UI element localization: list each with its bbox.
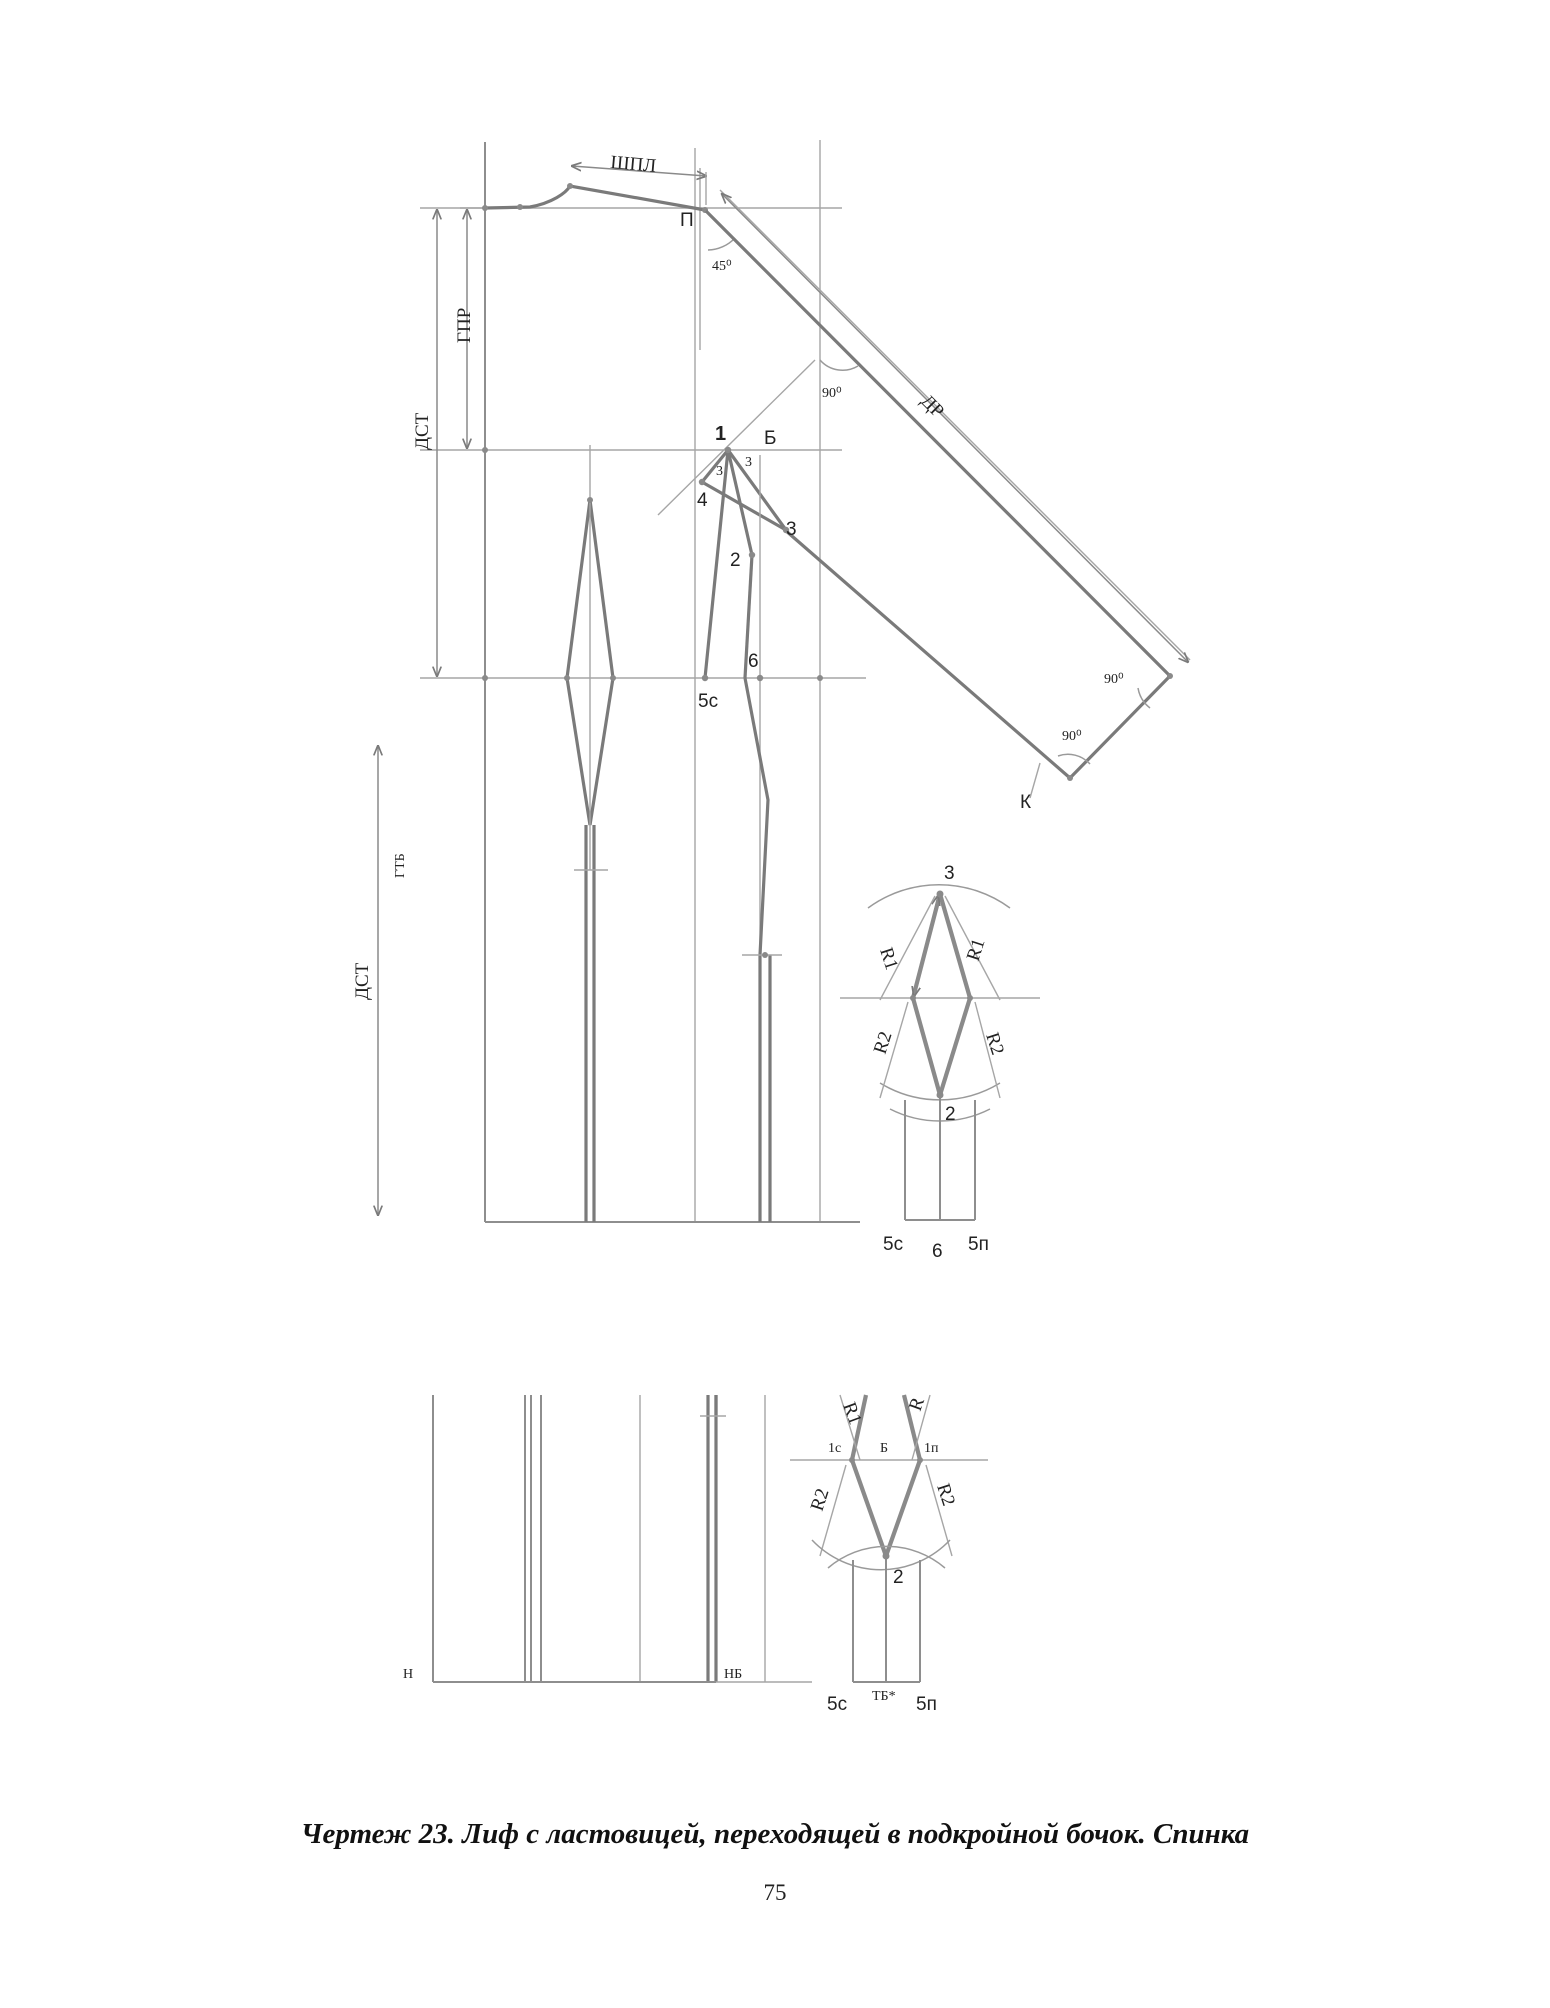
- point-4-label: 4: [697, 490, 708, 511]
- lower-r1-label: R1: [838, 1399, 866, 1428]
- lower-r2-right-label: R2: [932, 1481, 960, 1509]
- angle-90-right-label: 90⁰: [1104, 672, 1124, 687]
- lower-r2-left-label: R2: [806, 1485, 834, 1514]
- point-5s-label: 5с: [698, 691, 719, 712]
- gusset-point-5s-label: 5с: [883, 1234, 904, 1255]
- upper-back-draft: [352, 140, 1190, 1222]
- point-3a-label: 3: [716, 464, 723, 479]
- dst-lower-label: ДСТ: [352, 962, 373, 1000]
- gusset-r2-left-label: R2: [869, 1028, 897, 1057]
- lower-back-draft: [403, 1395, 812, 1682]
- gusset-point-5p-label: 5п: [968, 1234, 989, 1255]
- gtb-label: ГТБ: [393, 853, 408, 878]
- point-nb-label: НБ: [724, 1667, 743, 1682]
- figure-caption: Чертеж 23. Лиф с ластовицей, переходящей в подкройной бочок. Спинка: [300, 1818, 1250, 1850]
- gpr-label: ГПР: [454, 307, 475, 343]
- lower-point-5s-label: 5с: [827, 1694, 848, 1715]
- gusset-point-6-label: 6: [932, 1241, 943, 1262]
- point-p-label: П: [680, 210, 694, 231]
- angle-45-label: 45⁰: [712, 259, 732, 274]
- gusset-r2-right-label: R2: [981, 1030, 1009, 1058]
- lower-point-2-label: 2: [893, 1567, 904, 1588]
- point-1-label: 1: [715, 423, 727, 445]
- point-n-label: Н: [403, 1667, 414, 1682]
- lower-r-label: R: [904, 1394, 930, 1414]
- point-3c-label: 3: [786, 519, 797, 540]
- dst-upper-label: ДСТ: [412, 412, 433, 450]
- point-tb-label: ТБ*: [872, 1689, 896, 1704]
- point-b-label: Б: [764, 428, 777, 449]
- gusset-r1-left-label: R1: [875, 945, 903, 973]
- point-3b-label: 3: [745, 455, 752, 470]
- point-k-label: К: [1020, 792, 1032, 813]
- angle-90-lower-label: 90⁰: [1062, 729, 1082, 744]
- gusset-r1-right-label: R1: [962, 935, 990, 964]
- lower-point-b-label: Б: [880, 1441, 889, 1456]
- lower-point-5p-label: 5п: [916, 1694, 937, 1715]
- lower-gusset-detail: [790, 1394, 988, 1715]
- point-1s-label: 1с: [828, 1441, 842, 1456]
- point-6-label: 6: [748, 651, 759, 672]
- angle-90-upper-label: 90⁰: [822, 386, 842, 401]
- gusset-point-3-label: 3: [944, 863, 955, 884]
- gusset-point-2-label: 2: [945, 1104, 956, 1125]
- point-2-label: 2: [730, 550, 741, 571]
- gusset-detail: [840, 863, 1040, 1262]
- shpl-label: ШПЛ: [609, 152, 658, 177]
- page-number: 75: [763, 1880, 787, 1905]
- dr-label: ДР: [916, 390, 948, 423]
- point-1p-label: 1п: [924, 1441, 939, 1456]
